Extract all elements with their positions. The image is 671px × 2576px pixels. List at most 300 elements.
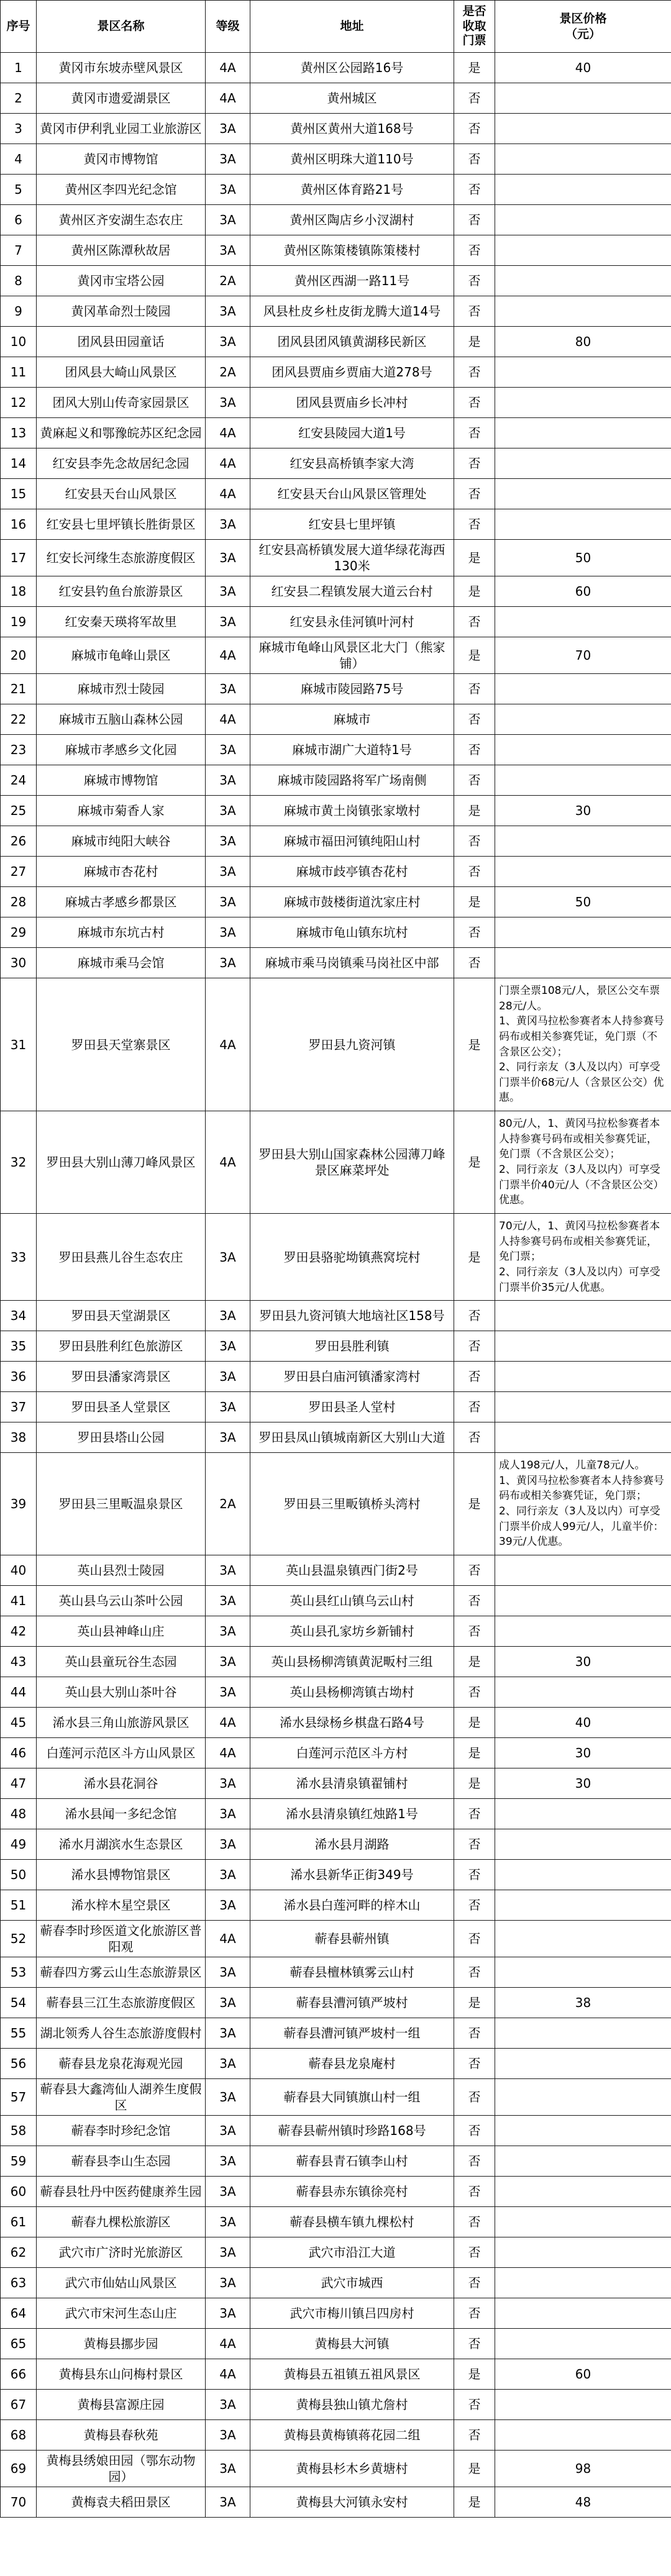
cell-address: 罗田县胜利镇 <box>250 1331 454 1362</box>
table-row <box>1 1708 671 1738</box>
cell-price <box>495 1957 671 1988</box>
cell-ticket: 否 <box>454 144 495 175</box>
table-row <box>1 2237 671 2268</box>
table-row <box>1 327 671 357</box>
cell-no: 27 <box>1 857 37 887</box>
cell-level: 4A <box>206 978 250 1111</box>
cell-no: 68 <box>1 2420 37 2451</box>
cell-price <box>495 765 671 796</box>
cell-name: 武穴市广济时光旅游区 <box>37 2237 206 2268</box>
cell-ticket: 是 <box>454 576 495 607</box>
cell-level: 4A <box>206 1708 250 1738</box>
cell-name: 麻城市杏花村 <box>37 857 206 887</box>
cell-name: 麻城市五脑山森林公园 <box>37 704 206 735</box>
cell-address: 团风县贾庙乡长冲村 <box>250 388 454 418</box>
cell-no: 13 <box>1 418 37 448</box>
cell-name: 麻城古孝感乡都景区 <box>37 887 206 917</box>
cell-price <box>495 1301 671 1331</box>
cell-no: 14 <box>1 448 37 479</box>
cell-ticket: 否 <box>454 1957 495 1988</box>
cell-no: 43 <box>1 1647 37 1677</box>
cell-level: 3A <box>206 796 250 826</box>
cell-level: 3A <box>206 1555 250 1586</box>
cell-name: 浠水梓木星空景区 <box>37 1890 206 1921</box>
cell-price: 70 <box>495 637 671 674</box>
cell-no: 53 <box>1 1957 37 1988</box>
cell-address: 黄梅县杉木乡黄塘村 <box>250 2451 454 2487</box>
cell-name: 麻城市乘马会馆 <box>37 948 206 978</box>
cell-level: 3A <box>206 235 250 266</box>
cell-ticket: 否 <box>454 2146 495 2177</box>
cell-name: 武穴市宋河生态山庄 <box>37 2298 206 2329</box>
cell-price: 30 <box>495 1738 671 1768</box>
table-row <box>1 1988 671 2018</box>
cell-no: 70 <box>1 2487 37 2518</box>
cell-no: 69 <box>1 2451 37 2487</box>
table-row <box>1 765 671 796</box>
cell-price <box>495 418 671 448</box>
header-price-cell <box>495 1 671 53</box>
cell-level: 3A <box>206 2451 250 2487</box>
cell-address: 蕲春县赤东镇徐亮村 <box>250 2177 454 2207</box>
cell-price <box>495 2298 671 2329</box>
cell-ticket: 是 <box>454 2359 495 2390</box>
cell-name: 湖北领秀人谷生态旅游度假村 <box>37 2018 206 2049</box>
cell-ticket: 否 <box>454 1616 495 1647</box>
cell-address: 浠水县清泉镇翟铺村 <box>250 1768 454 1799</box>
cell-ticket: 否 <box>454 948 495 978</box>
cell-name: 浠水县花洞谷 <box>37 1768 206 1799</box>
cell-no: 34 <box>1 1301 37 1331</box>
cell-no: 30 <box>1 948 37 978</box>
cell-address: 黄州城区 <box>250 83 454 114</box>
cell-name: 浠水月湖滨水生态景区 <box>37 1829 206 1860</box>
table-header <box>1 1 671 53</box>
cell-name: 麻城市孝感乡文化园 <box>37 735 206 765</box>
cell-name: 英山县大别山茶叶谷 <box>37 1677 206 1708</box>
cell-no: 60 <box>1 2177 37 2207</box>
cell-ticket: 否 <box>454 735 495 765</box>
cell-name: 蕲春县大鑫湾仙人湖养生度假区 <box>37 2079 206 2116</box>
cell-price <box>495 2018 671 2049</box>
cell-price <box>495 857 671 887</box>
cell-ticket: 是 <box>454 53 495 83</box>
cell-ticket: 否 <box>454 2116 495 2146</box>
cell-ticket: 是 <box>454 637 495 674</box>
table-row <box>1 826 671 857</box>
table-row <box>1 1586 671 1616</box>
cell-level: 3A <box>206 1829 250 1860</box>
cell-price <box>495 296 671 327</box>
cell-ticket: 否 <box>454 2268 495 2298</box>
cell-no: 8 <box>1 266 37 296</box>
cell-no: 31 <box>1 978 37 1111</box>
cell-address: 黄州区公园路16号 <box>250 53 454 83</box>
cell-ticket: 否 <box>454 765 495 796</box>
cell-address: 英山县红山镇乌云山村 <box>250 1586 454 1616</box>
cell-no: 7 <box>1 235 37 266</box>
cell-ticket: 是 <box>454 540 495 576</box>
cell-price <box>495 1829 671 1860</box>
cell-ticket: 是 <box>454 1213 495 1300</box>
cell-price <box>495 83 671 114</box>
cell-price <box>495 1362 671 1392</box>
cell-address: 红安县天台山风景区管理处 <box>250 479 454 509</box>
cell-no: 65 <box>1 2329 37 2359</box>
table-row <box>1 1422 671 1453</box>
cell-address: 浠水县绿杨乡棋盘石路4号 <box>250 1708 454 1738</box>
cell-address: 红安县高桥镇李家大湾 <box>250 448 454 479</box>
table-row <box>1 2390 671 2420</box>
cell-price <box>495 1799 671 1829</box>
table-row <box>1 479 671 509</box>
cell-price: 成人198元/人，儿童78元/人。 1、黄冈马拉松参赛者本人持参赛号码布或相关参赛凭证，免门票； 2、同行亲友（3人及以内）可享受门票半价成人99元/人，儿童半价：39元/人优惠。 <box>495 1453 671 1555</box>
table-row <box>1 540 671 576</box>
cell-price <box>495 2390 671 2420</box>
cell-name: 黄州区齐安湖生态农庄 <box>37 205 206 235</box>
cell-level: 3A <box>206 826 250 857</box>
cell-name: 白莲河示范区斗方山风景区 <box>37 1738 206 1768</box>
cell-level: 3A <box>206 1616 250 1647</box>
header-ticket-cell <box>454 1 495 53</box>
cell-address: 黄梅县独山镇尤詹村 <box>250 2390 454 2420</box>
table-row <box>1 576 671 607</box>
table-row <box>1 704 671 735</box>
table-row <box>1 2359 671 2390</box>
cell-ticket: 否 <box>454 114 495 144</box>
cell-level: 3A <box>206 2237 250 2268</box>
cell-ticket: 否 <box>454 857 495 887</box>
cell-address: 英山县杨柳湾镇黄泥畈村三组 <box>250 1647 454 1677</box>
cell-ticket: 否 <box>454 448 495 479</box>
cell-price <box>495 2177 671 2207</box>
cell-no: 6 <box>1 205 37 235</box>
table-row <box>1 2207 671 2237</box>
cell-ticket: 否 <box>454 2049 495 2079</box>
cell-address: 罗田县圣人堂村 <box>250 1392 454 1422</box>
table-row <box>1 2268 671 2298</box>
cell-price: 40 <box>495 1708 671 1738</box>
table-row <box>1 735 671 765</box>
cell-address: 麻城市福田河镇纯阳山村 <box>250 826 454 857</box>
cell-level: 3A <box>206 327 250 357</box>
cell-level: 3A <box>206 2146 250 2177</box>
cell-price <box>495 1616 671 1647</box>
cell-price <box>495 1921 671 1957</box>
cell-price <box>495 2237 671 2268</box>
cell-ticket: 否 <box>454 175 495 205</box>
cell-level: 3A <box>206 2018 250 2049</box>
cell-level: 4A <box>206 2359 250 2390</box>
cell-name: 浠水县闻一多纪念馆 <box>37 1799 206 1829</box>
cell-level: 3A <box>206 1586 250 1616</box>
cell-no: 11 <box>1 357 37 388</box>
table-row <box>1 357 671 388</box>
cell-level: 3A <box>206 1799 250 1829</box>
cell-name: 黄梅县富源庄园 <box>37 2390 206 2420</box>
cell-price: 30 <box>495 1768 671 1799</box>
table-row <box>1 53 671 83</box>
cell-price: 30 <box>495 796 671 826</box>
cell-level: 3A <box>206 388 250 418</box>
cell-ticket: 否 <box>454 1422 495 1453</box>
cell-no: 16 <box>1 509 37 540</box>
cell-ticket: 是 <box>454 887 495 917</box>
cell-price: 60 <box>495 576 671 607</box>
cell-name: 黄梅县挪步园 <box>37 2329 206 2359</box>
cell-ticket: 否 <box>454 1829 495 1860</box>
table-row <box>1 1453 671 1555</box>
table-row <box>1 418 671 448</box>
cell-address: 麻城市龟山镇东坑村 <box>250 917 454 948</box>
cell-level: 3A <box>206 2079 250 2116</box>
cell-level: 3A <box>206 735 250 765</box>
cell-address: 浠水县新华正街349号 <box>250 1860 454 1890</box>
cell-ticket: 否 <box>454 418 495 448</box>
cell-address: 蕲春县漕河镇严坡村 <box>250 1988 454 2018</box>
cell-level: 4A <box>206 83 250 114</box>
cell-address: 麻城市 <box>250 704 454 735</box>
table-row <box>1 1799 671 1829</box>
cell-name: 蕲春县牡丹中医药健康养生园 <box>37 2177 206 2207</box>
table-row <box>1 448 671 479</box>
table-row <box>1 607 671 637</box>
cell-address: 红安县二程镇发展大道云台村 <box>250 576 454 607</box>
cell-name: 麻城市博物馆 <box>37 765 206 796</box>
cell-no: 17 <box>1 540 37 576</box>
cell-address: 罗田县骆驼坳镇燕窝垸村 <box>250 1213 454 1300</box>
cell-name: 蕲春李时珍医道文化旅游区普阳观 <box>37 1921 206 1957</box>
cell-price <box>495 1860 671 1890</box>
cell-no: 20 <box>1 637 37 674</box>
cell-name: 英山县烈士陵园 <box>37 1555 206 1586</box>
cell-name: 麻城市烈士陵园 <box>37 674 206 704</box>
cell-price: 70元/人，1、黄冈马拉松参赛者本人持参赛号码布或相关参赛凭证，免门票； 2、同行亲友（3人及以内）可享受门票半价35元/人优惠。 <box>495 1213 671 1300</box>
cell-price: 门票全票108元/人，景区公交车票28元/人。 1、黄冈马拉松参赛者本人持参赛号码布或相关参赛凭证，免门票（不含景区公交）； 2、同行亲友（3人及以内）可享受门票半价68元/人（含景区公交）优惠。 <box>495 978 671 1111</box>
header-ticket: 是否收取门票 <box>462 4 486 48</box>
cell-ticket: 否 <box>454 674 495 704</box>
cell-no: 59 <box>1 2146 37 2177</box>
cell-ticket: 否 <box>454 205 495 235</box>
cell-level: 3A <box>206 2298 250 2329</box>
cell-name: 武穴市仙姑山风景区 <box>37 2268 206 2298</box>
cell-ticket: 否 <box>454 2420 495 2451</box>
cell-level: 3A <box>206 1860 250 1890</box>
cell-address: 黄梅县大河镇永安村 <box>250 2487 454 2518</box>
cell-name: 英山县神峰山庄 <box>37 1616 206 1647</box>
cell-no: 29 <box>1 917 37 948</box>
cell-no: 23 <box>1 735 37 765</box>
table-row <box>1 1301 671 1331</box>
cell-price <box>495 1677 671 1708</box>
cell-no: 52 <box>1 1921 37 1957</box>
cell-level: 3A <box>206 857 250 887</box>
cell-level: 3A <box>206 2177 250 2207</box>
cell-address: 黄州区西湖一路11号 <box>250 266 454 296</box>
table-row <box>1 637 671 674</box>
cell-name: 蕲春李时珍纪念馆 <box>37 2116 206 2146</box>
cell-no: 61 <box>1 2207 37 2237</box>
cell-ticket: 否 <box>454 235 495 266</box>
cell-ticket: 否 <box>454 917 495 948</box>
cell-price <box>495 2329 671 2359</box>
cell-price: 60 <box>495 2359 671 2390</box>
cell-address: 麻城市湖广大道特1号 <box>250 735 454 765</box>
cell-ticket: 否 <box>454 2390 495 2420</box>
cell-address: 红安县陵园大道1号 <box>250 418 454 448</box>
cell-level: 3A <box>206 1422 250 1453</box>
cell-price <box>495 2268 671 2298</box>
cell-name: 黄梅县东山问梅村景区 <box>37 2359 206 2390</box>
cell-price <box>495 144 671 175</box>
cell-address: 白莲河示范区斗方村 <box>250 1738 454 1768</box>
cell-no: 50 <box>1 1860 37 1890</box>
cell-name: 黄冈市遗爱湖景区 <box>37 83 206 114</box>
cell-name: 罗田县天堂寨景区 <box>37 978 206 1111</box>
table-body <box>1 53 671 2518</box>
cell-no: 37 <box>1 1392 37 1422</box>
cell-no: 25 <box>1 796 37 826</box>
table-row <box>1 2451 671 2487</box>
cell-level: 3A <box>206 1301 250 1331</box>
cell-no: 51 <box>1 1890 37 1921</box>
cell-address: 团风县团风镇黄湖移民新区 <box>250 327 454 357</box>
cell-no: 26 <box>1 826 37 857</box>
cell-price <box>495 509 671 540</box>
cell-level: 3A <box>206 1768 250 1799</box>
cell-name: 麻城市东坑古村 <box>37 917 206 948</box>
cell-no: 22 <box>1 704 37 735</box>
cell-name: 红安县钓鱼台旅游景区 <box>37 576 206 607</box>
cell-level: 3A <box>206 1677 250 1708</box>
table-row <box>1 266 671 296</box>
cell-address: 红安县七里坪镇 <box>250 509 454 540</box>
cell-address: 蕲春县蕲州镇 <box>250 1921 454 1957</box>
table-row <box>1 144 671 175</box>
cell-no: 40 <box>1 1555 37 1586</box>
cell-level: 3A <box>206 917 250 948</box>
cell-address: 风县杜皮乡杜皮街龙腾大道14号 <box>250 296 454 327</box>
cell-no: 41 <box>1 1586 37 1616</box>
cell-name: 红安长河缘生态旅游度假区 <box>37 540 206 576</box>
table-row <box>1 235 671 266</box>
cell-level: 4A <box>206 2329 250 2359</box>
cell-name: 团风县大崎山风景区 <box>37 357 206 388</box>
cell-price: 48 <box>495 2487 671 2518</box>
cell-no: 42 <box>1 1616 37 1647</box>
cell-price <box>495 2207 671 2237</box>
cell-name: 蕲春九棵松旅游区 <box>37 2207 206 2237</box>
cell-no: 58 <box>1 2116 37 2146</box>
cell-name: 黄麻起义和鄂豫皖苏区纪念园 <box>37 418 206 448</box>
cell-name: 红安县天台山风景区 <box>37 479 206 509</box>
cell-address: 麻城市陵园路75号 <box>250 674 454 704</box>
cell-no: 49 <box>1 1829 37 1860</box>
cell-price <box>495 735 671 765</box>
cell-no: 2 <box>1 83 37 114</box>
cell-no: 15 <box>1 479 37 509</box>
cell-ticket: 是 <box>454 1647 495 1677</box>
cell-price: 50 <box>495 887 671 917</box>
cell-ticket: 是 <box>454 1111 495 1214</box>
cell-name: 蕲春县李山生态园 <box>37 2146 206 2177</box>
cell-level: 2A <box>206 266 250 296</box>
cell-level: 4A <box>206 53 250 83</box>
cell-level: 3A <box>206 2207 250 2237</box>
cell-price: 80 <box>495 327 671 357</box>
cell-price <box>495 448 671 479</box>
cell-no: 9 <box>1 296 37 327</box>
cell-ticket: 否 <box>454 2298 495 2329</box>
header-price: 景区价格（元） <box>559 11 607 41</box>
cell-level: 3A <box>206 509 250 540</box>
table-row <box>1 1647 671 1677</box>
table-row <box>1 296 671 327</box>
cell-address: 黄梅县黄梅镇蒋花园二组 <box>250 2420 454 2451</box>
cell-price <box>495 826 671 857</box>
cell-price <box>495 948 671 978</box>
cell-no: 66 <box>1 2359 37 2390</box>
header-no: 序号 <box>1 1 37 53</box>
cell-name: 罗田县潘家湾景区 <box>37 1362 206 1392</box>
table-row <box>1 1957 671 1988</box>
table-row <box>1 1738 671 1768</box>
cell-address: 团风县贾庙乡贾庙大道278号 <box>250 357 454 388</box>
cell-name: 罗田县圣人堂景区 <box>37 1392 206 1422</box>
cell-no: 56 <box>1 2049 37 2079</box>
table-row <box>1 1921 671 1957</box>
cell-ticket: 否 <box>454 1301 495 1331</box>
table-row <box>1 917 671 948</box>
cell-level: 3A <box>206 1890 250 1921</box>
cell-address: 罗田县九资河镇大地垴社区158号 <box>250 1301 454 1331</box>
table-row <box>1 674 671 704</box>
table-row <box>1 978 671 1111</box>
table-row <box>1 2116 671 2146</box>
cell-level: 3A <box>206 205 250 235</box>
header-row <box>1 1 671 53</box>
cell-level: 3A <box>206 2116 250 2146</box>
cell-address: 蕲春县横车镇九棵松村 <box>250 2207 454 2237</box>
cell-ticket: 否 <box>454 2237 495 2268</box>
table-row <box>1 2487 671 2518</box>
cell-level: 4A <box>206 448 250 479</box>
cell-name: 黄梅县春秋苑 <box>37 2420 206 2451</box>
table-row <box>1 2018 671 2049</box>
cell-price: 30 <box>495 1647 671 1677</box>
cell-no: 4 <box>1 144 37 175</box>
cell-address: 蕲春县蕲州镇时珍路168号 <box>250 2116 454 2146</box>
cell-ticket: 否 <box>454 1586 495 1616</box>
table-row <box>1 205 671 235</box>
table-row <box>1 2049 671 2079</box>
cell-level: 2A <box>206 1453 250 1555</box>
cell-no: 63 <box>1 2268 37 2298</box>
cell-name: 罗田县三里畈温泉景区 <box>37 1453 206 1555</box>
cell-price <box>495 114 671 144</box>
cell-address: 浠水县月湖路 <box>250 1829 454 1860</box>
cell-ticket: 否 <box>454 2207 495 2237</box>
cell-price <box>495 674 671 704</box>
cell-price: 40 <box>495 53 671 83</box>
cell-name: 蕲春县三江生态旅游度假区 <box>37 1988 206 2018</box>
cell-name: 黄州区李四光纪念馆 <box>37 175 206 205</box>
cell-no: 44 <box>1 1677 37 1708</box>
table-row <box>1 114 671 144</box>
cell-price <box>495 2079 671 2116</box>
cell-level: 4A <box>206 1921 250 1957</box>
cell-address: 蕲春县龙泉庵村 <box>250 2049 454 2079</box>
